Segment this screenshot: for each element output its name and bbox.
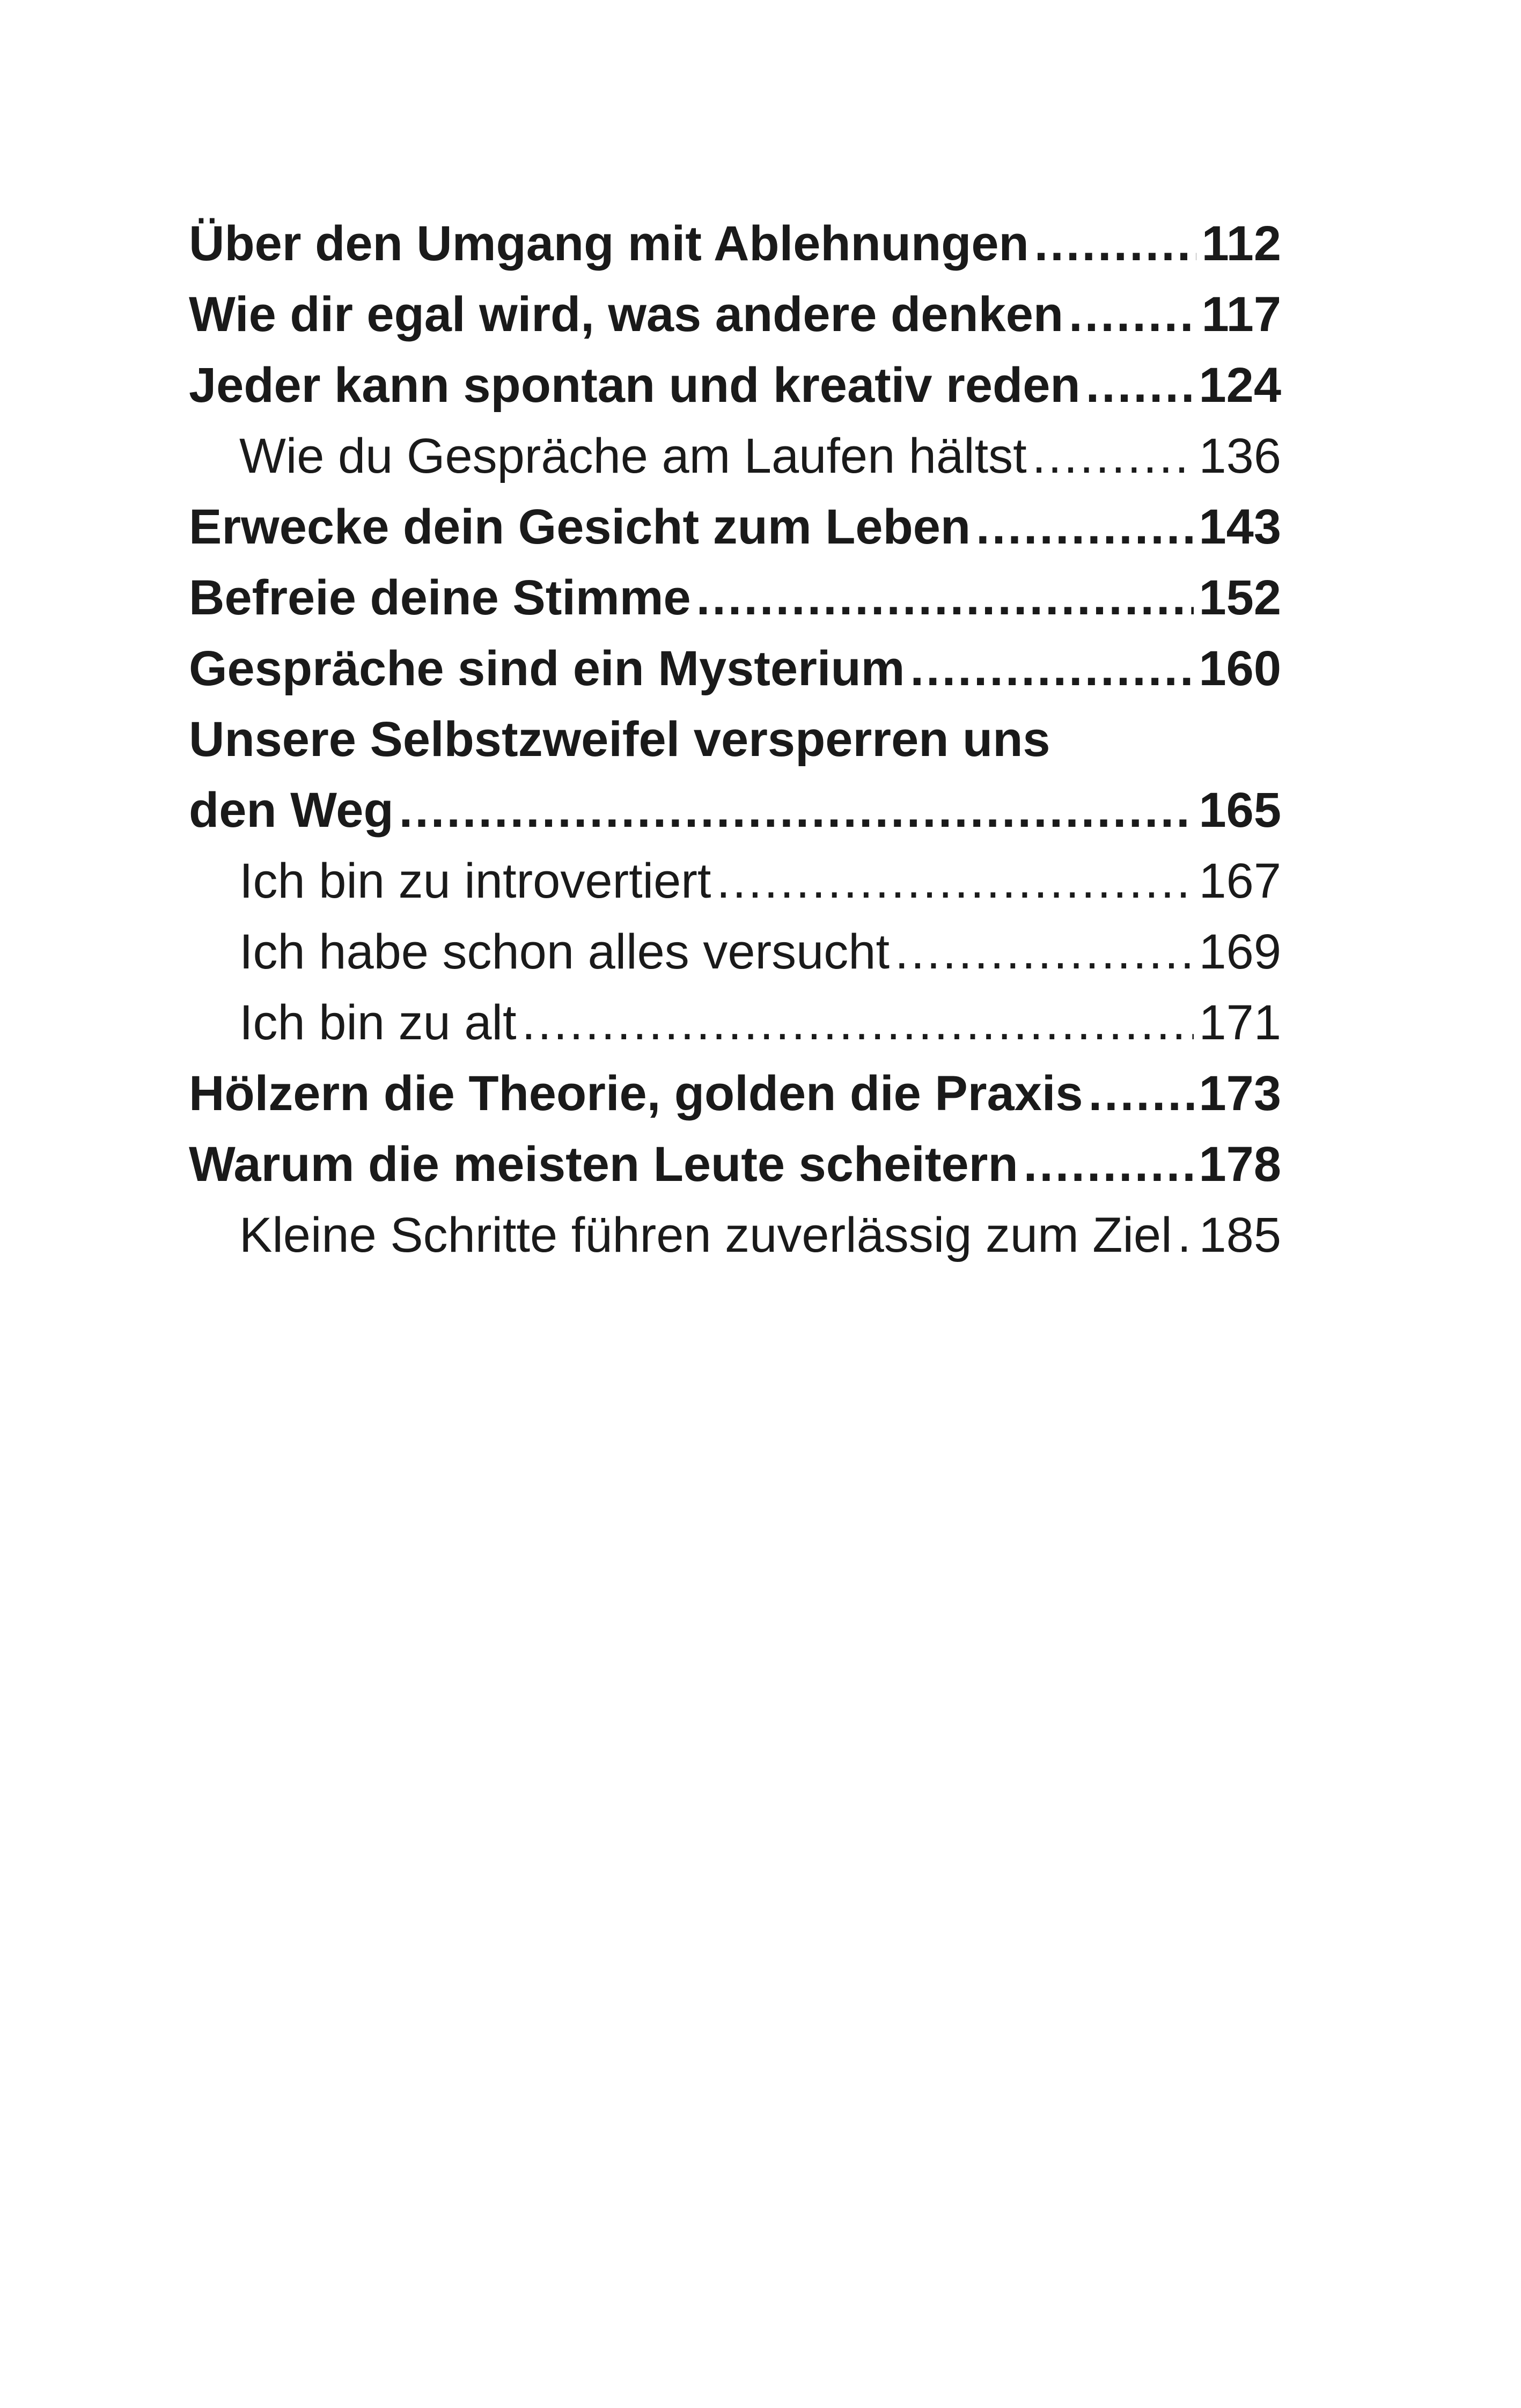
toc-subentry — [189, 846, 1281, 916]
toc-leader-dots — [1178, 1200, 1194, 1271]
toc-entry-title: Ich bin zu alt — [239, 995, 517, 1050]
toc-entry-page: 185 — [1199, 1208, 1281, 1262]
toc-subentry — [189, 916, 1281, 987]
toc-leader-dots — [522, 987, 1194, 1058]
toc-entry-page: 173 — [1199, 1066, 1281, 1121]
toc-entry-page: 112 — [1201, 216, 1281, 271]
toc-entry-title: Wie du Gespräche am Laufen hältst — [239, 429, 1027, 483]
toc-leader-dots — [976, 491, 1193, 562]
toc-leader-dots — [399, 775, 1194, 846]
toc-entry — [189, 633, 1281, 704]
toc-leader-dots — [696, 562, 1194, 633]
toc-entry-title: Ich bin zu introvertiert — [239, 854, 711, 908]
toc-entry-title: Jeder kann spontan und kreativ reden — [189, 358, 1081, 413]
toc-entry-title: Hölzern die Theorie, golden die Praxis — [189, 1066, 1083, 1121]
toc-entry — [189, 208, 1281, 279]
toc-entry-page: 178 — [1199, 1137, 1281, 1192]
toc-entry — [189, 562, 1281, 633]
toc-subentry — [189, 421, 1281, 491]
table-of-contents — [189, 208, 1281, 1271]
toc-leader-dots — [1086, 350, 1194, 421]
toc-entry-title: Über den Umgang mit Ablehnungen — [189, 216, 1029, 271]
toc-entry — [189, 1058, 1281, 1129]
toc-entry-page: 136 — [1199, 429, 1281, 483]
toc-entry-title: Erwecke dein Gesicht zum Leben — [189, 500, 971, 554]
toc-entry-page: 152 — [1199, 570, 1281, 625]
toc-entry-page: 117 — [1201, 287, 1281, 342]
toc-entry — [189, 1129, 1281, 1200]
toc-entry-title: Warum die meisten Leute scheitern — [189, 1137, 1018, 1192]
toc-entry-page: 167 — [1199, 854, 1281, 908]
toc-leader-dots — [716, 846, 1193, 916]
toc-leader-dots — [1032, 421, 1194, 491]
toc-subentry — [189, 987, 1281, 1058]
toc-entry-page: 143 — [1199, 500, 1281, 554]
toc-leader-dots — [895, 916, 1193, 987]
toc-entry — [189, 704, 1281, 775]
toc-entry-page: 165 — [1199, 783, 1281, 838]
toc-subentry — [189, 1200, 1281, 1271]
toc-entry — [189, 350, 1281, 421]
toc-leader-dots — [1089, 1058, 1194, 1129]
toc-entry-title: den Weg — [189, 783, 394, 838]
toc-leader-dots — [1034, 208, 1196, 279]
toc-entry-page: 171 — [1199, 995, 1281, 1050]
toc-entry — [189, 279, 1281, 350]
toc-entry-title: Befreie deine Stimme — [189, 570, 691, 625]
toc-entry-title: Wie dir egal wird, was andere denken — [189, 287, 1064, 342]
toc-entry-title: Ich habe schon alles versucht — [239, 924, 890, 979]
toc-entry-title: Unsere Selbstzweifel versperren uns — [189, 712, 1050, 767]
toc-leader-dots — [1024, 1129, 1194, 1200]
toc-entry-page: 124 — [1199, 358, 1281, 413]
toc-entry-page: 169 — [1199, 924, 1281, 979]
toc-entry — [189, 491, 1281, 562]
toc-entry-page: 160 — [1199, 641, 1281, 696]
toc-entry-title: Gespräche sind ein Mysterium — [189, 641, 905, 696]
toc-entry-title: Kleine Schritte führen zuverlässig zum Ziel — [239, 1208, 1172, 1262]
toc-entry — [189, 775, 1281, 846]
toc-leader-dots — [910, 633, 1193, 704]
toc-leader-dots — [1069, 279, 1196, 350]
